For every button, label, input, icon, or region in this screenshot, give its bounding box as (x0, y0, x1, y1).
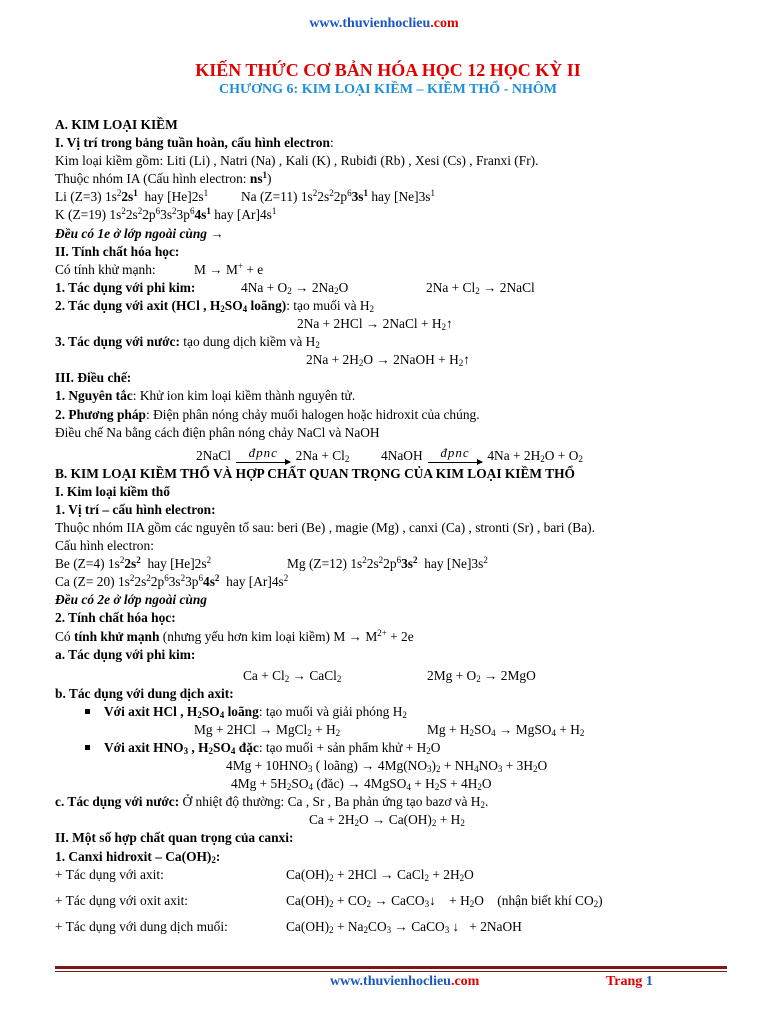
caoh2-acid: + Tác dụng với axit: $Ca(OH)_2 + 2HCl$ → CaCl$_2$ + $2H_2O$ (55, 866, 474, 883)
config-label: Cấu hình electron: (55, 538, 154, 554)
chapter-subtitle: CHƯƠNG 6: KIM LOẠI KIỀM – KIỀM THỔ - NHÔM (219, 82, 557, 97)
prep-method: 2. Phương pháp: Điện phân nóng chảy muối halogen hoặc hidroxit của chúng. (55, 406, 480, 422)
hno3-bullet: Với axit $HNO_3$ , $H_2SO_4$ đặc: tạo muối + sản phẩm khử + $H_2O$ (55, 739, 735, 757)
electrolysis-arrow: đpnc (234, 446, 292, 462)
electrolysis-equations: 2NaCl đpnc $2Na + Cl_2$ 4NaOH đpnc $4Na + 2H_2O + O_2$ (196, 444, 583, 464)
water-equation: $Ca + 2H_2O \to Ca(OH)_2 + H_2$ (309, 812, 465, 829)
alkali-acid-heading: 2. Tác dụng với axit (HCl , $H_2SO_4$ loãng): tạo muối và $H_2$ (55, 297, 375, 314)
k-config: K (Z=19) $1s^22s^22p^63s^23p^64s^1$ hay $[Ar]4s^1$ (55, 206, 277, 223)
alkali-nonmetal-reaction: 1. Tác dụng với phi kim: $4Na + O_2 \to 2Na_2O$ $2Na + Cl_2$ → 2NaCl (55, 279, 535, 296)
water-reaction: c. Tác dụng với nước: Ở nhiệt độ thường: Ca , Sr , Ba phản ứng tạo bazơ và $H_2$. (55, 794, 489, 811)
alkali-water-heading: 3. Tác dụng với nước: tạo dung dịch kiềm và $H_2$ (55, 334, 320, 351)
footer-rule (55, 966, 727, 969)
section-a-heading: A. KIM LOẠI KIỀM (55, 117, 178, 132)
alkali-members: Kim loại kiềm gồm: Liti (Li) , Natri (Na) , Kali (K) , Rubiđi (Rb) , Xesi (Cs) , Franxi (Fr). (55, 153, 539, 169)
caoh2-salt: + Tác dụng với dung dịch muối: $Ca(OH)_2 + Na_2CO_3$ → CaCO$_3$ ↓ + 2NaOH (55, 918, 522, 935)
section-a-2-heading: II. Tính chất hóa học: (55, 243, 180, 259)
nonmetal-reaction-heading: a. Tác dụng với phi kim: (55, 646, 196, 662)
acid-reaction-heading: b. Tác dụng với dung dịch axit: (55, 685, 234, 701)
document-title: KIẾN THỨC CƠ BẢN HÓA HỌC 12 HỌC KỲ II (195, 60, 581, 80)
page-number: Trang 1 (606, 974, 653, 989)
section-b-1-2-heading: 2. Tính chất hóa học: (55, 610, 176, 626)
section-a-1-heading: I. Vị trí trong bảng tuần hoàn, cấu hình electron: (55, 135, 334, 151)
section-b-1-heading: I. Kim loại kiềm thổ (55, 483, 170, 499)
section-a-3-heading: III. Điều chế: (55, 370, 132, 386)
header-site-link[interactable]: www.thuvienhoclieu.com (309, 16, 459, 31)
caoh2-oxide: + Tác dụng với oxit axit: $Ca(OH)_2 + CO_2$ → CaCO$_3$↓ + $H_2O$ (nhận biết khí $CO_2$) (55, 892, 603, 909)
ca-config: Ca (Z= 20) $1s^22s^22p^63s^23p^64s^2$ hay $[Ar]4s^2$ (55, 573, 289, 590)
li-na-config: Li (Z=3) $1s^22s^1$ hay $[He]2s^1$ Na (Z=11) $1s^22s^22p^63s^1$ hay $[Ne]3s^1$ (55, 188, 435, 205)
prep-principle: 1. Nguyên tắc: Khử ion kim loại kiềm thành nguyên tử. (55, 388, 356, 404)
electrolysis-arrow: đpnc (426, 446, 484, 462)
hcl-bullet: Với axit HCl , $H_2SO_4$ loãng: tạo muối và giải phóng $H_2$ (55, 703, 735, 721)
alkaline-earth-outer: Đều có 2e ở lớp ngoài cùng (55, 592, 207, 608)
h2so4-equation: $4Mg + 5H_2SO_4$ (đăc) → 4MgSO$_4$ + $H_2S + 4H_2O$ (231, 776, 492, 793)
footer-site-link[interactable]: www.thuvienhoclieu.com (330, 974, 480, 989)
hno3-equation: $4Mg + 10HNO_3$ ( loãng) → $4Mg(NO_3)_2 + NH_4NO_3 + 3H_2O$ (226, 758, 548, 775)
section-b-2-heading: II. Một số hợp chất quan trọng của canxi: (55, 830, 294, 846)
alkaline-earth-members: Thuộc nhóm IIA gồm các nguyên tố sau: beri (Be) , magie (Mg) , canxi (Ca) , stronti (Sr) , bari (Ba). (55, 519, 595, 535)
section-b-heading: B. KIM LOẠI KIỀM THỔ VÀ HỢP CHẤT QUAN TRỌNG CỦA KIM LOẠI KIỀM THỔ (55, 465, 575, 481)
alkali-reducing: Có tính khử mạnh: M → M+ + e (55, 260, 264, 277)
footer-rule-thin (55, 971, 727, 972)
alkali-outer-electron: Đều có 1e ở lớp ngoài cùng → (55, 225, 224, 241)
section-b-1-1-heading: 1. Vị trí – cấu hình electron: (55, 501, 216, 517)
alkaline-earth-reducing: Có tính khử mạnh (nhưng yếu hơn kim loại kiềm) $M \to M^{2+} + 2e$ (55, 627, 414, 644)
alkali-water-equation: $2Na + 2H_2O$ → 2NaOH + $H_2↑$ (306, 352, 470, 369)
hcl-equations: Mg + 2HCl → MgCl$_2$ + $H_2$ $Mg + H_2SO_4$ → MgSO$_4$ + $H_2$ (194, 721, 585, 738)
prep-na: Điều chế Na bằng cách điện phân nóng chảy NaCl và NaOH (55, 424, 380, 440)
nonmetal-equations: $Ca + Cl_2$ → CaCl$_2$ $2Mg + O_2 \to 2MgO$ (243, 667, 536, 684)
alkali-acid-equation: 2Na + 2HCl → 2NaCl + $H_2↑$ (297, 316, 453, 333)
document-body (55, 116, 735, 939)
section-b-2-1-heading: 1. Canxi hidroxit – $Ca(OH)_2$: (55, 848, 221, 865)
alkali-group: Thuộc nhóm IA (Cấu hình electron: $ns^1$) (55, 170, 272, 187)
be-mg-config: Be (Z=4) $1s^22s^2$ hay $[He]2s^2$ Mg (Z=12) $1s^22s^22p^63s^2$ hay $[Ne]3s^2$ (55, 555, 488, 572)
